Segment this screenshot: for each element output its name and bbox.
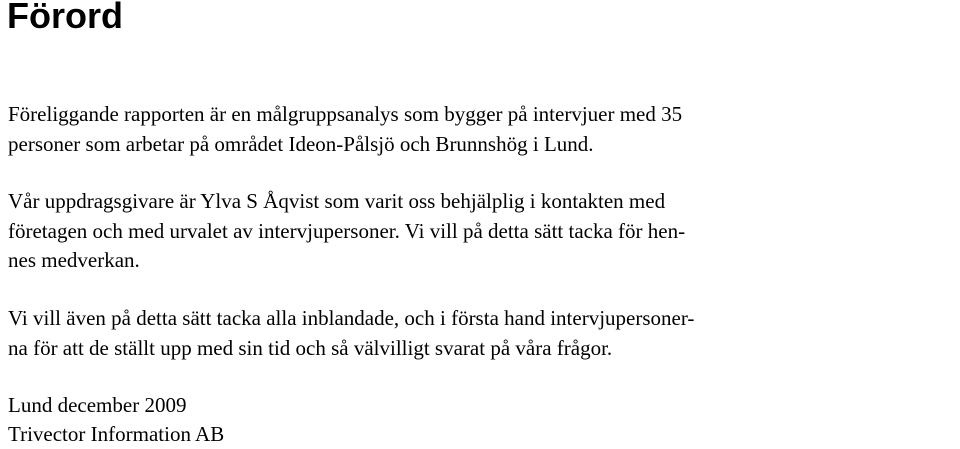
paragraph-line: företagen och med urvalet av intervjupersoner. Vi vill på detta sätt tacka för hen- <box>8 219 686 243</box>
paragraph-line: Föreliggande rapporten är en målgruppsanalys som bygger på intervjuer med 35 <box>8 102 683 126</box>
signature-company: Trivector Information AB <box>8 422 225 446</box>
signature-date: Lund december 2009 <box>8 393 187 417</box>
paragraph-line: Vår uppdragsgivare är Ylva S Åqvist som varit oss behjälplig i kontakten med <box>8 189 666 213</box>
paragraph-line: nes medverkan. <box>8 248 140 272</box>
paragraph-line: Vi vill även på detta sätt tacka alla inblandade, och i första hand intervjupersoner- <box>8 306 695 330</box>
paragraph-line: personer som arbetar på området Ideon-Pålsjö och Brunnshög i Lund. <box>8 132 594 156</box>
paragraph-line: na för att de ställt upp med sin tid och så välvilligt svarat på våra frågor. <box>8 336 613 360</box>
page-title: Förord <box>7 0 123 36</box>
